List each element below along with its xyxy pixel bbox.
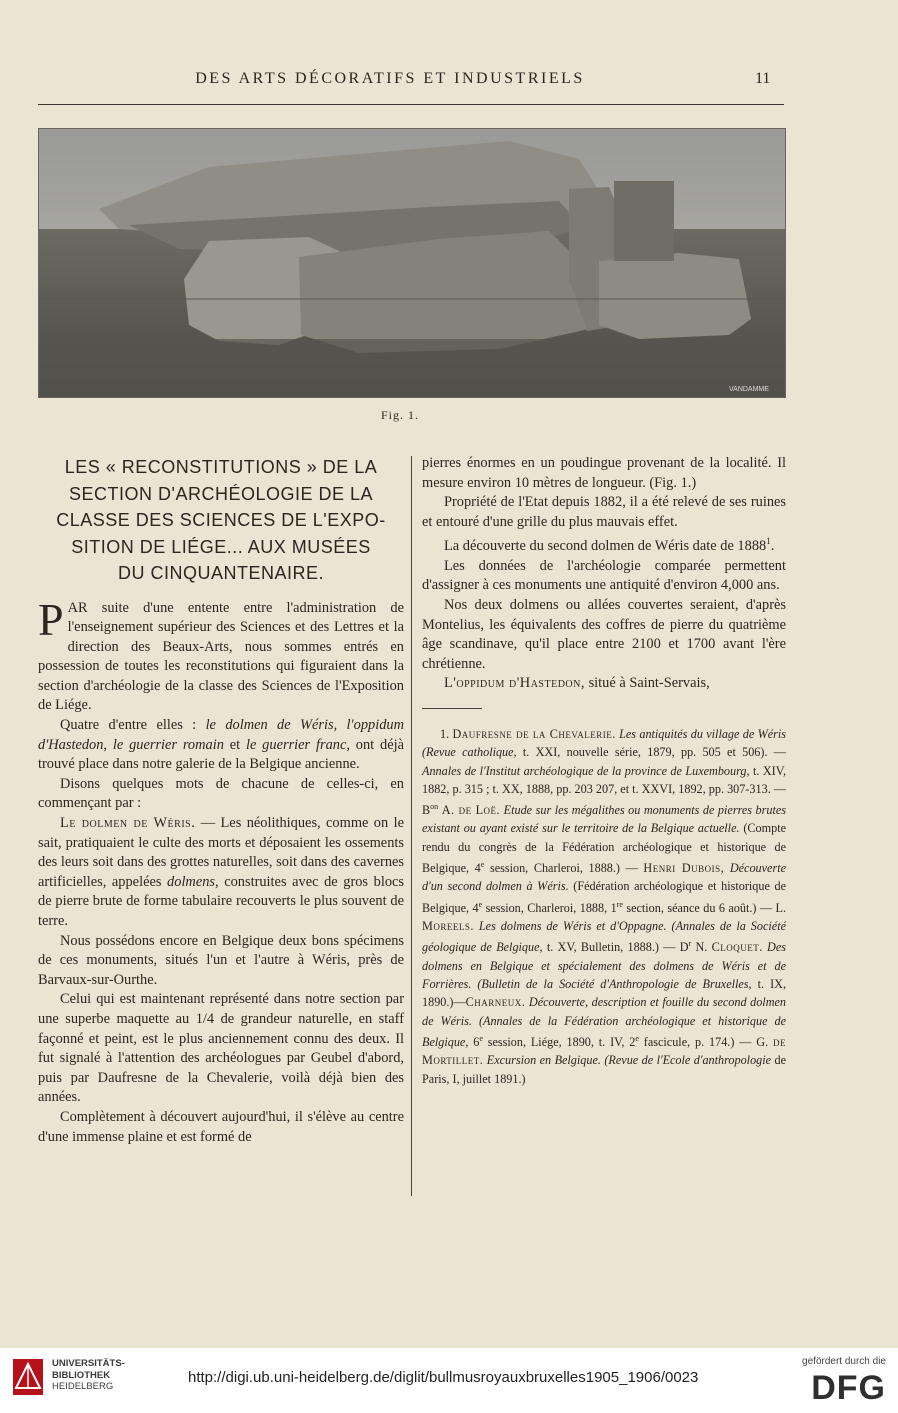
paragraph-state-property: Propriété de l'Etat depuis 1882, il a été relevé de ses ruines et entouré d'une grille du plus mauvais effet. [422, 494, 786, 530]
paragraph-belgian-specimens: Nous possédons encore en Belgique deux bons spécimens de ces monuments, situés l'un et l'autre à Wéris, près de Barvaux-sur-Ourthe. [38, 932, 404, 988]
paragraph-second-dolmen: La découverte du second dolmen de Wéris date de 1888$^1$. [444, 536, 775, 555]
drop-cap: P [38, 593, 64, 645]
paragraph-maquette: Celui qui est maintenant représenté dans notre section par une superbe maquette au 1/4 de grandeur naturelle, en staff façonné et peint, est le plus anciennement connu des deux. Il fut signalé à l'attention des archéologues par Geubel d'abord, puis par Daufresne de la Chevalerie, voilà déjà bien des années. [38, 991, 404, 1106]
left-column [38, 454, 404, 1147]
header-rule [38, 104, 784, 105]
paragraph-montelius: Nos deux dolmens ou allées couvertes seraient, d'après Montelius, les équivalents des coffres de pierre du quatrième âge scandinave, qu'il place entre 2100 et 1700 avant l'ère chrétienne. [422, 596, 786, 672]
right-column [422, 454, 786, 1088]
figure-caption: Fig. 1. [380, 408, 419, 422]
paragraph-oppidum: L'oppidum d'Hastedon, situé à Saint-Servais, [444, 675, 710, 692]
footnote-rule [422, 708, 482, 709]
permalink-url[interactable]: http://digi.ub.uni-heidelberg.de/diglit/bullmusroyauxbruxelles1905_1906/0023 [188, 1369, 699, 1386]
university-library-logo-icon[interactable] [12, 1358, 44, 1396]
running-header: DES ARTS DÉCORATIFS ET INDUSTRIELS [195, 70, 585, 87]
university-library-name[interactable]: UNIVERSITÄTS- BIBLIOTHEK HEIDELBERG [52, 1358, 125, 1392]
paragraph-antiquity: Les données de l'archéologie comparée permettent d'assigner à ces monuments une antiquité d'environ 4,000 ans. [422, 557, 786, 594]
dfg-logo[interactable]: DFG [811, 1369, 886, 1407]
paragraph-stones: pierres énormes en un poudingue provenant de la localité. Il mesure environ 10 mètres de longueur. (Fig. 1.) [422, 455, 786, 491]
viewer-footer [0, 1348, 898, 1413]
paragraph-intro: PAR suite d'une entente entre l'administration de l'enseignement supérieur des Sciences et des Lettres et la direction des Beaux-Arts, nous sommes entrés en possession de toutes les reconstitutions qui figuraient dans la section d'archéologie de la classe des Sciences de l'Exposition de Liége. [38, 593, 404, 714]
column-divider [411, 456, 412, 1196]
footnote-ref: 1 [766, 536, 771, 547]
funding-note: gefördert durch die [802, 1356, 886, 1367]
paragraph-plain: Complètement à découvert aujourd'hui, il s'élève au centre d'une immense plaine et est formé de [38, 1108, 404, 1145]
photographer-mark: VANDAMME [729, 386, 769, 393]
paragraph-four-reconstitutions: Quatre d'entre elles : le dolmen de Wéris, l'oppidum d'Hastedon, le guerrier romain et le guerrier franc, ont déjà trouvé place dans notre galerie de la Belgique ancienne. [38, 717, 404, 773]
footnote-1: 1. Daufresne de la Chevalerie. Les antiquités du village de Wéris (Revue catholique, t. XXI, nouvelle série, 1879, pp. 505 et 506). — Annales de l'Institut archéologique de la province de Luxembourg, t. XIV, 1882, p. 315 ; t. XX, 1888, pp. 203 207, et t. XXVI, 1892, pp. 307-313. — $B^{on}$ A. de Loë. Etude sur les mégalithes ou monuments de pierres brutes existant ou ayant existé sur le territoire de la Belgique actuelle. (Compte rendu du congrès de la Fédération archéologique et historique de Belgique, 4e session, Charleroi, 1888.) — Henri Dubois, Découverte d'un second dolmen à Wéris. (Fédération archéologique et historique de Belgique, 4e session, Charleroi, 1888, 1re section, séance du 6 août.) — L. Moreels. Les dolmens de Wéris et d'Oppagne. (Annales de la Société géologique de Belgique, t. XV, Bulletin, 1888.) — $D^r$ N. Cloquet. Des dolmens en Belgique et spécialement des dolmens de Wéris et de Forrières. (Bulletin de la Société d'Anthropologie de Bruxelles, t. IX, 1890.)—Charneux. Découverte, description et fouille du second dolmen de Wéris. (Annales de la Fédération archéologique et historique de Belgique, 6e session, Liége, 1890, t. IV, 2e fascicule, p. 174.) — G. de Mortillet. Excursion en Belgique. (Revue de l'Ecole d'anthropologie de Paris, I, juillet 1891.) [422, 726, 787, 1086]
paragraph-dolmen-weris: Le dolmen de Wéris. — Les néolithiques, comme on le sait, pratiquaient le culte des morts et déposaient les ossements des leurs soit dans des grottes naturelles, soit dans des cavernes artificielles, appelées dolmens, construites avec de gros blocs de pierre brute de forme tabulaire recouverts le plus souvent de terre. [38, 815, 404, 929]
page-number: 11 [755, 70, 771, 87]
paragraph-introduction-list: Disons quelques mots de chacune de celles-ci, en commençant par : [38, 775, 404, 812]
dolmen-photograph [38, 128, 786, 398]
article-title: LES « RECONSTITUTIONS » DE LA SECTION D'ARCHÉOLOGIE DE LA CLASSE DES SCIENCES DE L'EXPO- SITION DE LIÉGE... AUX MUSÉES DU CINQUANTENAIRE. [56, 457, 386, 583]
